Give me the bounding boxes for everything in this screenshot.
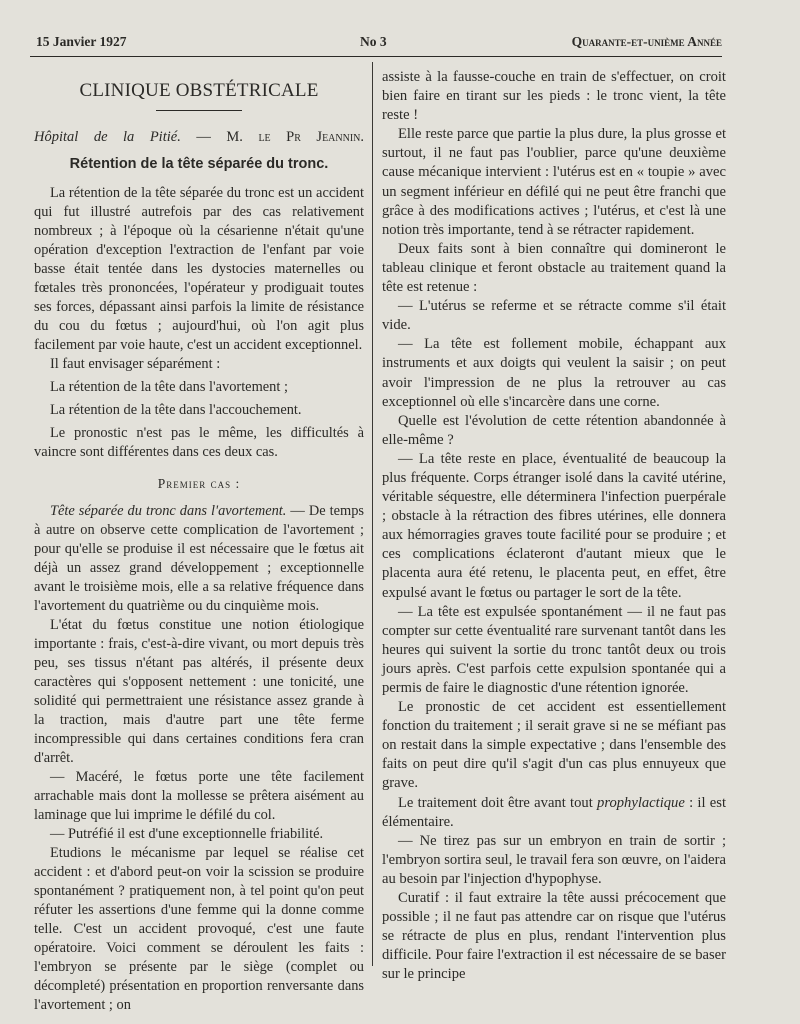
byline-dash: — [196,129,211,145]
paragraph: — La tête reste en place, éventualité de beaucoup la plus fréquente. Corps étranger isolé dans la cavité utérine, véritable séquestre, elle déterminera l'infection puerpérale ; obstacle à la rétraction des fibres utérines, elle donnera aux hémorragies graves toute facilité pour se produire ; et ces complications éclateront d'autant mieux que le placenta aura été retenu, le placenta peut, en effet, être expulsé avant le fœtus ou partager le sort de la tête. [382,450,726,601]
paragraph: Curatif : il faut extraire la tête aussi précocement que possible ; il ne faut pas attendre car on risque que l'utérus se rétracte de plus en plus, rendant l'intervention plus difficile. Pour faire l'extraction il est nécessaire de se baser sur le principe [382,890,726,983]
byline-hospital: Hôpital de la Pitié. [34,129,181,145]
paragraph: L'état du fœtus constitue une notion étiologique importante : frais, c'est-à-dire vivant, ou mort depuis très peu, ses tissus n'étant pas altérés, il présente deux caractères qui s'opposent nettement : une tonicité, une solidité qui permettraient une résistance assez grande à la traction, mais d'autre part une tête ferme incompressible qui dans certaines conditions fera cran d'arrêt. [34,617,364,766]
left-column [34,70,364,1015]
right-column [382,68,726,985]
case-title: Tête séparée du tronc dans l'avortement. [50,503,287,519]
paragraph: Le pronostic n'est pas le même, les difficultés à vaincre sont différentes dans ces deux cas. [34,425,364,460]
byline [34,129,364,146]
header-date: 15 Janvier 1927 [36,34,127,49]
case-intro-text: — De temps à autre on observe cette complication de l'avortement ; pour qu'elle se produise il est nécessaire que le fœtus ait déjà un assez grand développement ; exceptionnelle avant le troisième mois, elle a sa relative fréquence dans l'avortement du quatrième ou du cinquième mois. [34,503,364,614]
paragraph: Deux faits sont à bien connaître qui domineront le tableau clinique et feront obstacle au traitement quand la tête est retenue : [382,240,726,296]
header-issue-number: No 3 [360,34,387,49]
paragraph: La rétention de la tête dans l'accouchement. [50,402,302,418]
paragraph: Quelle est l'évolution de cette rétention abandonnée à elle-même ? [382,412,726,448]
title-rule [156,110,242,111]
article-subtitle: Rétention de la tête séparée du tronc. [69,156,329,172]
byline-author: M. le Pr Jeannin. [226,129,365,145]
paragraph: Elle reste parce que partie la plus dure, la plus grosse et surtout, il ne faut pas l'oublier, parce qu'une deuxième cause mécanique intervient : l'utérus est en « toupie » avec un segment inférieur en défilé qui ne peut être franchi que grâce à des modifications actives ; l'utérus, et c'est là une notion très importante, tend à se rétracter rapidement. [382,126,726,238]
paragraph: assiste à la fausse-couche en train de s'effectuer, on croit bien faire en tirant sur les pieds : le tronc vient, la tête reste ! [382,69,726,124]
treatment-emphasis: prophylactique [597,794,685,811]
treatment-paragraph [382,794,726,832]
page-header [30,34,722,56]
paragraph: — Ne tirez pas sur un embryon en train de sortir ; l'embryon sortira seul, le travail fera son œuvre, on l'aidera au besoin par l'injection d'hypophyse. [382,832,726,887]
paragraph: La rétention de la tête dans l'avortement ; [50,379,288,395]
treatment-text: Le traitement doit être avant tout [398,794,598,811]
section-title: CLINIQUE OBSTÉTRICALE [79,80,319,101]
column-divider [372,62,373,966]
paragraph: Le pronostic de cet accident est essentiellement fonction du traitement ; il serait grave si ne se méfiant pas on restait dans la simple expectative ; dans l'ensemble des faits on peut dire qu'il s'agit d'un cas plus ennuyeux que grave. [382,699,726,792]
paragraph: — Macéré, le fœtus porte une tête facilement arrachable mais dont la mollesse se prêtera aisément au laminage que lui imprime le défilé du col. [34,769,364,823]
header-year: Quarante-et-unième Année [571,34,722,49]
paragraph: Etudions le mécanisme par lequel se réalise cet accident : et d'abord peut-on voir la scission se produire spontanément ? pratiquement non, à tel point qu'on peut réfuter les assertions d'une femme qui la donne comme telle. C'est un accident provoqué, c'est une faute opératoire. Voici comment se déroulent les faits : l'embryon se présente par le siège (complet ou décompleté) présentation en proportion renversante dans l'avortement ; on [34,845,364,1013]
paragraph: La rétention de la tête séparée du tronc est un accident qui fut illustré autrefois par des cas relativement nombreux ; à l'époque où la césarienne n'était qu'une opération d'exception l'extraction de l'enfant par voie basse était tentée dans les dystocies maternelles ou fœtales très prononcées, l'opérateur y prodiguait toutes ses forces, dépassant ainsi parfois la limite de résistance du cou du fœtus ; aujourd'hui, où l'on agit plus facilement par voie haute, c'est un accident exceptionnel. [34,185,364,353]
paragraph: — La tête est follement mobile, échappant aux instruments et aux doigts qui veulent la saisir ; on peut avoir l'impression de ne plus la retrouver au cas exceptionnel où elle s'incarcère dans une corne. [382,336,726,410]
paragraph: — Putréfié il est d'une exceptionnelle friabilité. [50,826,324,842]
case-intro-paragraph [34,502,364,616]
case-heading: Premier cas : [157,476,241,491]
paragraph: Il faut envisager séparément : [50,356,221,372]
paragraph: — L'utérus se referme et se rétracte comme s'il était vide. [382,298,726,334]
header-rule [30,56,722,57]
paragraph: — La tête est expulsée spontanément — il ne faut pas compter sur cette éventualité rare survenant tantôt dans les heures qui suivent la sortie du tronc tantôt deux ou trois jours après. C'est parfois cette expulsion spontanée qui a permis de faire le diagnostic d'une rétention ignorée. [382,603,726,696]
treatment-text-end: : il est élémentaire. [382,794,726,830]
